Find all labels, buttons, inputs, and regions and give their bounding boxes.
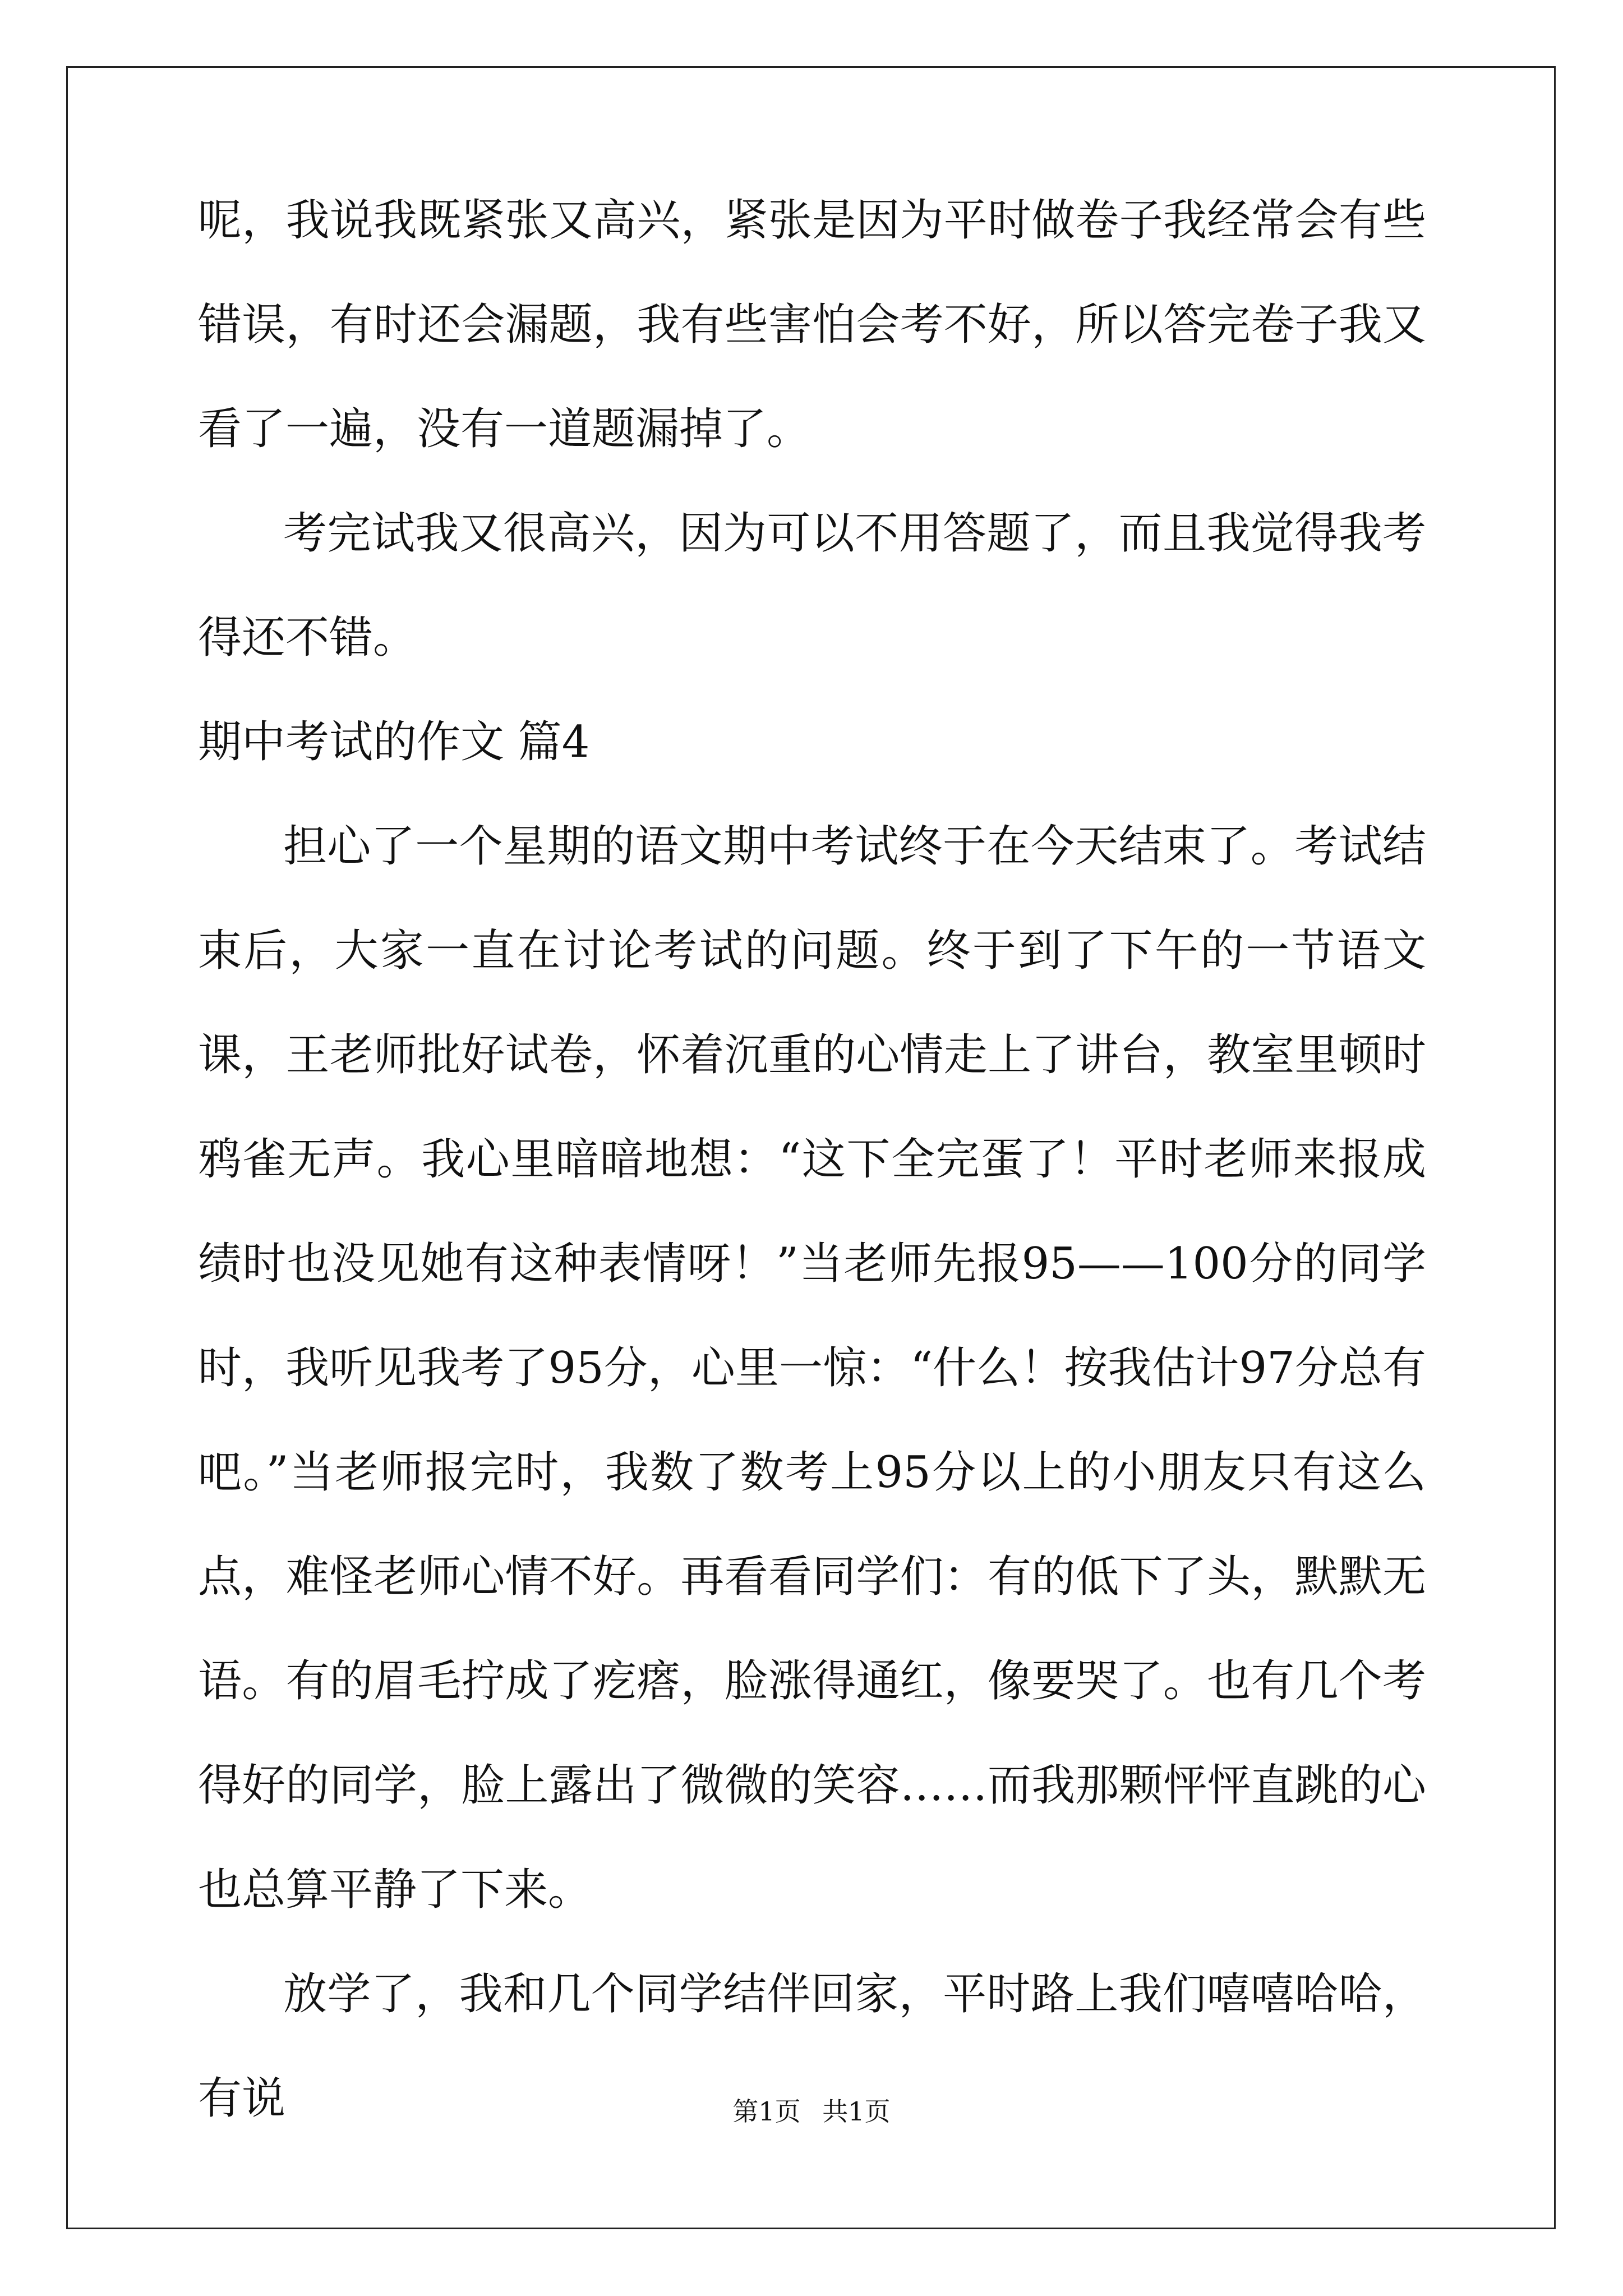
paragraph-3: 担心了一个星期的语文期中考试终于在今天结束了。考试结束后，大家一直在讨论考试的问题。终于到了下午的一节语文课，王老师批好试卷，怀着沉重的心情走上了讲台，教室里顿时鸦雀无声。我心里暗暗地想：“这下全完蛋了！平时老师来报成绩时也没见她有这种表情呀！”当老师先报95——100分的同学时，我听见我考了95分，心里一惊：“什么！按我估计97分总有吧。”当老师报完时，我数了数考上95分以上的小朋友只有这么点，难怪老师心情不好。再看看同学们：有的低下了头，默默无语。有的眉毛拧成了疙瘩，脸涨得通红，像要哭了。也有几个考得好的同学，脸上露出了微微的笑容……而我那颗怦怦直跳的心也总算平静了下来。 — [198, 821, 1426, 1915]
document-body — [198, 168, 1426, 2151]
section-heading: 期中考试的作文 篇4 — [198, 717, 590, 767]
paragraph-2: 考完试我又很高兴，因为可以不用答题了，而且我觉得我考得还不错。 — [198, 508, 1426, 663]
paragraph-4: 放学了，我和几个同学结伴回家，平时路上我们嘻嘻哈哈，有说 — [198, 1969, 1426, 2124]
paragraph-1: 呢，我说我既紧张又高兴，紧张是因为平时做卷子我经常会有些错误，有时还会漏题，我有些害怕会考不好，所以答完卷子我又看了一遍，没有一道题漏掉了。 — [198, 195, 1426, 454]
page-footer: 第1页 共1页 — [732, 2096, 891, 2127]
